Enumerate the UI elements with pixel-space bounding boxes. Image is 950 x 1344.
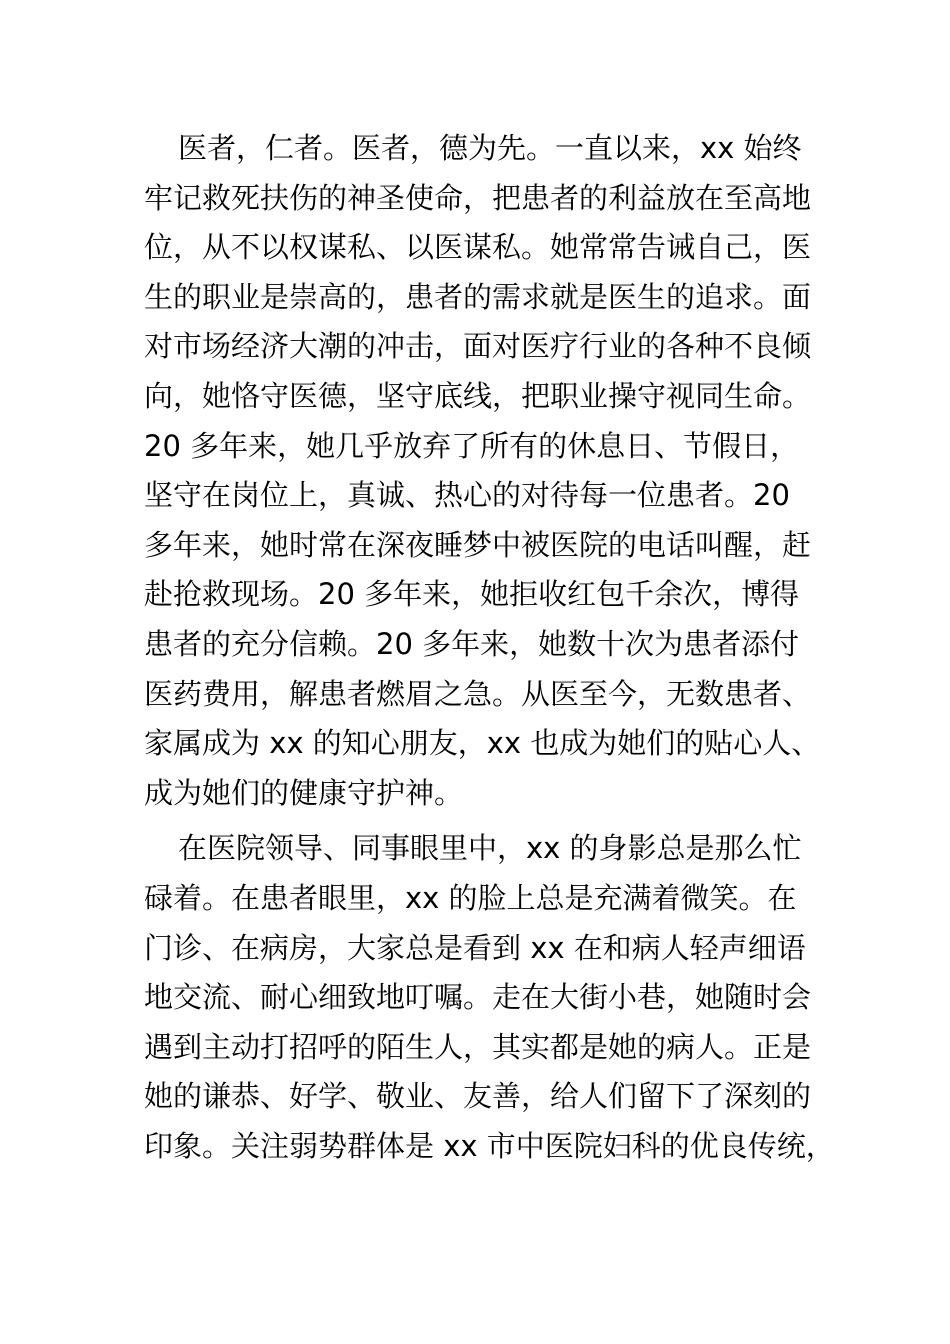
paragraph-line: 地交流、耐心细致地叮嘱。走在大街小巷，她随时会 (144, 980, 812, 1015)
paragraph-line: 20 多年来，她几乎放弃了所有的休息日、节假日， (144, 428, 800, 463)
paragraph-line: 遇到主动打招呼的陌生人，其实都是她的病人。正是 (144, 1029, 812, 1064)
paragraph-line: 生的职业是崇高的，患者的需求就是医生的追求。面 (144, 279, 812, 314)
paragraph-2 (144, 824, 835, 1171)
paragraph-line: 位，从不以权谋私、以医谋私。她常常告诫自己，医 (144, 230, 812, 265)
paragraph-line: 碌着。在患者眼里，xx 的脸上总是充满着微笑。在 (144, 880, 797, 915)
paragraph-line: 赴抢救现场。20 多年来，她拒收红包千余次，博得 (144, 577, 800, 612)
paragraph-line: 多年来，她时常在深夜睡梦中被医院的电话叫醒，赶 (144, 527, 812, 562)
paragraph-line: 在医院领导、同事眼里中，xx 的身影总是那么忙 (178, 831, 802, 866)
paragraph-line: 医药费用，解患者燃眉之急。从医至今，无数患者、 (144, 676, 812, 711)
paragraph-line: 成为她们的健康守护神。 (144, 775, 464, 810)
paragraph-line: 对市场经济大潮的冲击，面对医疗行业的各种不良倾 (144, 329, 812, 364)
paragraph-line: 家属成为 xx 的知心朋友，xx 也成为她们的贴心人、 (144, 726, 821, 761)
paragraph-line: 印象。关注弱势群体是 xx 市中医院妇科的优良传统， (144, 1128, 835, 1163)
paragraph-1 (144, 124, 821, 818)
paragraph-line: 坚守在岗位上，真诚、热心的对待每一位患者。20 (144, 478, 790, 513)
paragraph-line: 向，她恪守医德，坚守底线，把职业操守视同生命。 (144, 378, 812, 413)
paragraph-line: 她的谦恭、好学、敬业、友善，给人们留下了深刻的 (144, 1079, 812, 1114)
paragraph-line: 门诊、在病房，大家总是看到 xx 在和病人轻声细语 (144, 930, 806, 965)
paragraph-line: 患者的充分信赖。20 多年来，她数十次为患者添付 (144, 626, 800, 661)
paragraph-line: 牢记救死扶伤的神圣使命，把患者的利益放在至高地 (144, 180, 812, 215)
paragraph-line: 医者，仁者。医者，德为先。一直以来，xx 始终 (178, 131, 802, 165)
